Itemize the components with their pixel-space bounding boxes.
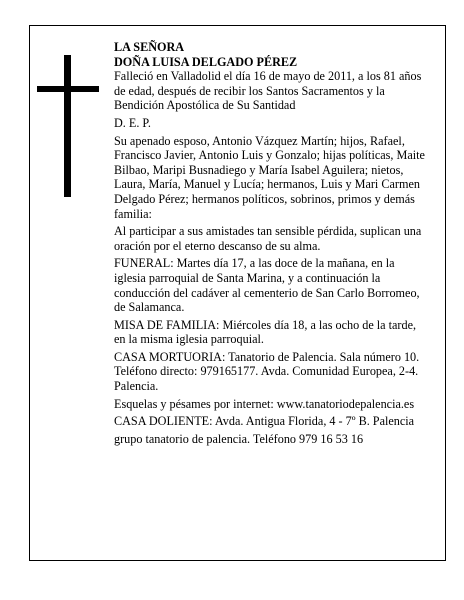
online-condolences: Esquelas y pésames por internet: www.tanatoriodepalencia.es — [114, 396, 415, 411]
mourning-home-address: CASA DOLIENTE: Avda. Antigua Florida, 4 - 7º B. Palencia — [114, 414, 415, 429]
cross-vertical-bar — [64, 55, 71, 197]
prayer-request: Al participar a sus amistades tan sensible pérdida, suplican una oración por el eterno descanso de su alma. — [114, 224, 422, 253]
funeral-details: FUNERAL: Martes día 17, a las doce de la mañana, en la iglesia parroquial de Santa Marina, y a continuación la conducción del cadáver al cementerio de San Carlo Borromeo, de Salamanca. — [114, 256, 420, 315]
honorific-heading: LA SEÑORA — [114, 40, 185, 54]
rip-line: D. E. P. — [114, 115, 151, 130]
deceased-name: DOÑA LUISA DELGADO PÉREZ — [114, 54, 298, 69]
funeral-home-details: CASA MORTUORIA: Tanatorio de Palencia. Sala número 10. Teléfono directo: 979165177. Avda. Comunidad Europea, 2-4. Palencia. — [114, 349, 420, 394]
cross-horizontal-bar — [37, 86, 99, 92]
death-announcement: Falleció en Valladolid el día 16 de mayo de 2011, a los 81 años de edad, después de recibir los Santos Sacramentos y la Bendición Apostólica de Su Santidad — [114, 69, 422, 113]
obituary-text — [114, 40, 426, 449]
family-list: Su apenado esposo, Antonio Vázquez Martín; hijos, Rafael, Francisco Javier, Antonio Luis y Gonzalo; hijas políticas, Maite Bilbao, Maripi Busnadiego y María Isabel Aguilera; nietos, Laura, María, Manuel y Lucía; hermanos, Luis y Mari Carmen Delgado Pérez; hermanos políticos, sobrinos, primos y demás familia: — [114, 133, 425, 221]
cross-icon — [37, 55, 99, 197]
family-mass-details: MISA DE FAMILIA: Miércoles día 18, a las ocho de la tarde, en la misma iglesia parroquial. — [114, 317, 417, 347]
funeral-group-contact: grupo tanatorio de palencia. Teléfono 979 16 53 16 — [114, 431, 364, 446]
